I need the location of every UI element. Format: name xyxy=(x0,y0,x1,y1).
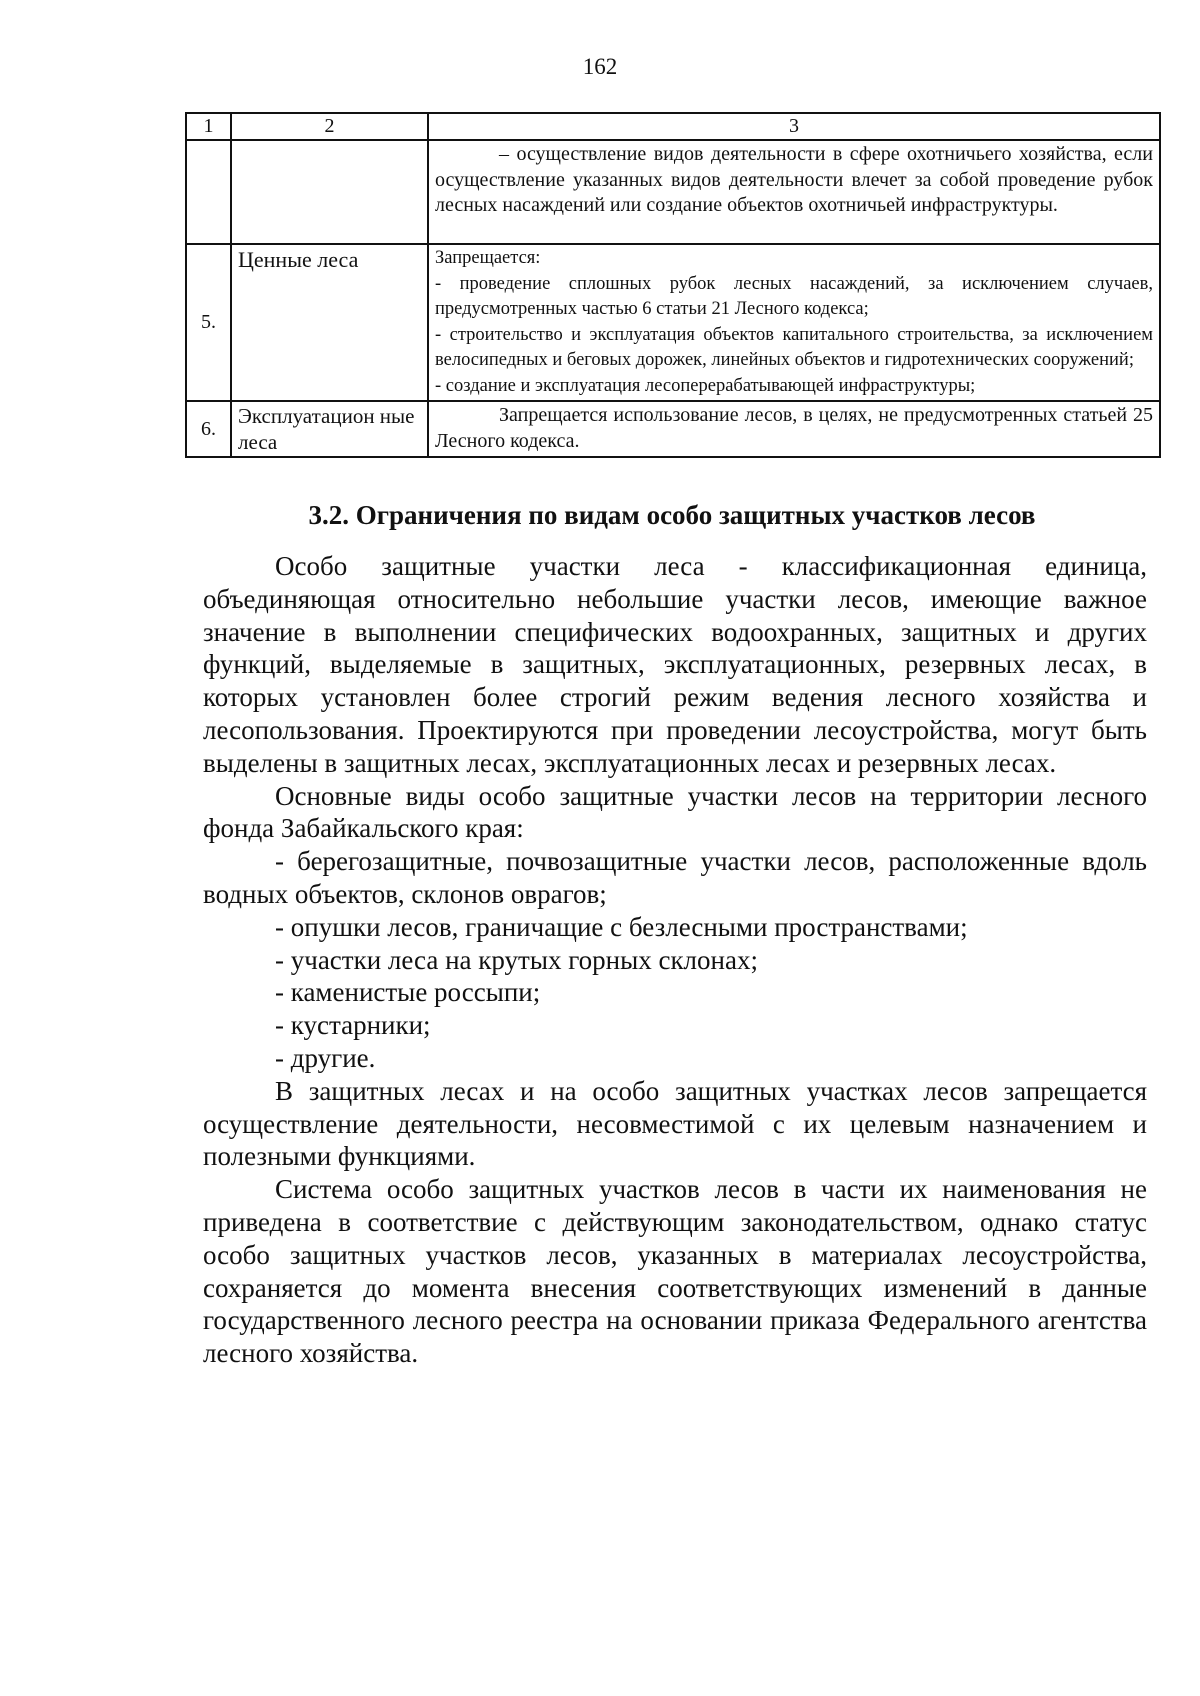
table-header-row xyxy=(186,113,1160,140)
row-number-cell xyxy=(186,140,231,244)
forest-category-cell: Эксплуатацион ные леса xyxy=(231,401,428,457)
paragraph: Особо защитные участки леса - классификационная единица, объединяющая относительно небольшие участки лесов, имеющие важное значение в выполнении специфических водоохранных, защитных и других функций, выделяемые в защитных, эксплуатационных, резервных лесах, в которых установлен более строгий режим ведения лесного хозяйства и лесопользования. Проектируются при проведении лесоустройства, могут быть выделены в защитных лесах, эксплуатационных лесах и резервных лесах. xyxy=(203,551,1147,778)
column-header-1: 1 xyxy=(186,113,231,140)
row-number-cell: 6. xyxy=(186,401,231,457)
restriction-item: - строительство и эксплуатация объектов капитального строительства, за исключением велосипедных и беговых дорожек, линейных объектов и гидротехнических сооружений; xyxy=(435,324,1153,370)
column-header-2: 2 xyxy=(231,113,428,140)
paragraph: Система особо защитных участков лесов в части их наименования не приведена в соответствие с действующим законодательством, однако статус особо защитных участков лесов, указанных в материалах лесоустройства, сохраняется до момента внесения соответствующих изменений в данные государственного лесного реестра на основании приказа Федерального агентства лесного хозяйства. xyxy=(203,1174,1147,1369)
list-item: - каменистые россыпи; xyxy=(275,977,541,1008)
restriction-text-cell xyxy=(428,401,1160,457)
page-number: 162 xyxy=(582,54,618,79)
list-item: - опушки лесов, граничащие с безлесными пространствами; xyxy=(275,911,968,942)
paragraph: Основные виды особо защитные участки лесов на территории лесного фонда Забайкальского края: xyxy=(203,780,1147,844)
restriction-text: Запрещается использование лесов, в целях, не предусмотренных статьей 25 Лесного кодекса. xyxy=(435,404,1153,452)
restriction-item: - проведение сплошных рубок лесных насаждений, за исключением случаев, предусмотренных частью 6 статьи 21 Лесного кодекса; xyxy=(435,273,1153,319)
table-row-continued xyxy=(186,140,1160,244)
table-row-5 xyxy=(186,244,1160,401)
list-item: - другие. xyxy=(275,1042,376,1073)
restriction-text-cell: – осуществление видов деятельности в сфере охотничьего хозяйства, если осуществление указанных видов деятельности влечет за собой проведение рубок лесных насаждений или создание объектов охотничьей инфраструктуры. xyxy=(428,140,1160,244)
restriction-intro: Запрещается: xyxy=(435,248,541,268)
paragraph: В защитных лесах и на особо защитных участках лесов запрещается осуществление деятельности, несовместимой с их целевым назначением и полезными функциями. xyxy=(203,1075,1147,1172)
table-row-6 xyxy=(186,401,1160,457)
column-header-3: 3 xyxy=(428,113,1160,140)
restriction-item: - создание и эксплуатация лесоперерабатывающей инфраструктуры; xyxy=(435,375,976,396)
section-body xyxy=(203,550,1147,1370)
restriction-list-cell xyxy=(428,244,1160,401)
forest-category-cell xyxy=(231,140,428,244)
list-item: - участки леса на крутых горных склонах; xyxy=(275,944,758,975)
list-item: - кустарники; xyxy=(275,1010,431,1041)
forest-category-cell: Ценные леса xyxy=(231,244,428,401)
section-heading: 3.2. Ограничения по видам особо защитных участков лесов xyxy=(308,500,1036,530)
row-number-cell: 5. xyxy=(186,244,231,401)
list-item: - берегозащитные, почвозащитные участки лесов, расположенные вдоль водных объектов, склонов оврагов; xyxy=(203,846,1147,909)
restrictions-table xyxy=(185,112,1161,458)
